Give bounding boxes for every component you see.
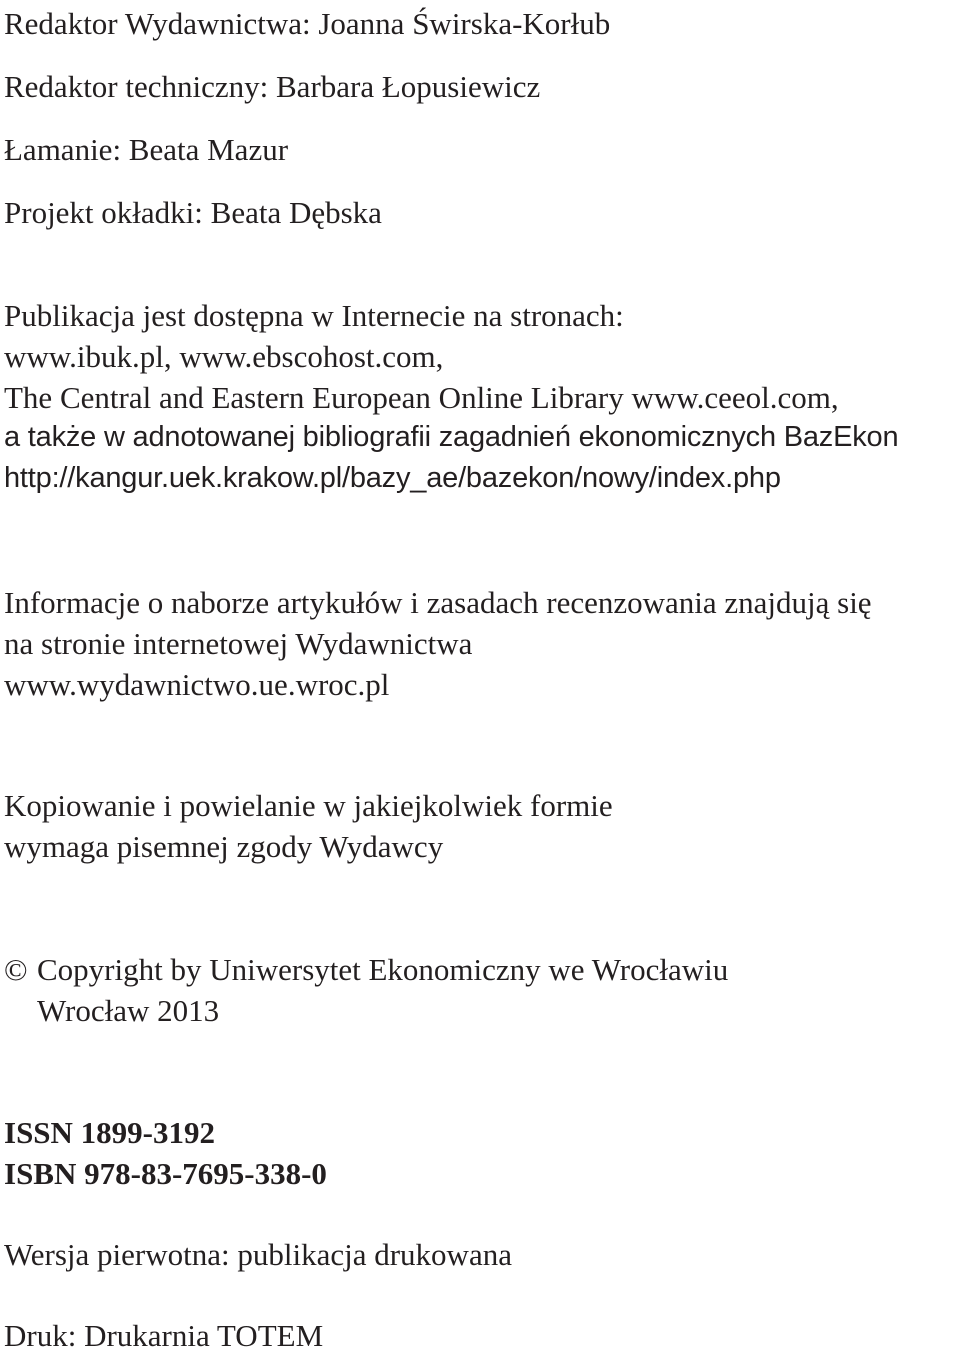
typesetting-credit: Łamanie: Beata Mazur: [4, 132, 289, 167]
availability-intro: Publikacja jest dostępna w Internecie na stronach:: [4, 298, 624, 333]
submissions-info: Informacje o naborze artykułów i zasadach recenzowania znajdują się: [4, 585, 872, 620]
printing-house: Druk: Drukarnia TOTEM: [4, 1318, 324, 1353]
bazekon-url: http://kangur.uek.krakow.pl/bazy_ae/bazekon/nowy/index.php: [4, 462, 781, 494]
submissions-website-note: na stronie internetowej Wydawnictwa: [4, 626, 473, 661]
availability-bazekon: a także w adnotowanej bibliografii zagadnień ekonomicznych BazEkon: [4, 421, 899, 453]
editor-credit: Redaktor Wydawnictwa: Joanna Świrska-Korłub: [4, 6, 611, 41]
place-and-year: Wrocław 2013: [37, 993, 220, 1028]
copyright-symbol: ©: [4, 952, 28, 987]
cover-design-credit: Projekt okładki: Beata Dębska: [4, 195, 382, 230]
copyright-line: [4, 954, 728, 985]
availability-sites: www.ibuk.pl, www.ebscohost.com,: [4, 339, 444, 374]
technical-editor-credit: Redaktor techniczny: Barbara Łopusiewicz: [4, 69, 541, 104]
availability-ceeol: The Central and Eastern European Online Library www.ceeol.com,: [4, 380, 839, 415]
copying-consent: wymaga pisemnej zgody Wydawcy: [4, 829, 444, 864]
copying-notice: Kopiowanie i powielanie w jakiejkolwiek formie: [4, 788, 613, 823]
copyright-holder: Copyright by Uniwersytet Ekonomiczny we Wrocławiu: [37, 952, 729, 987]
publisher-url: www.wydawnictwo.ue.wroc.pl: [4, 667, 390, 702]
issn: ISSN 1899-3192: [4, 1115, 216, 1150]
edition-note: Wersja pierwotna: publikacja drukowana: [4, 1237, 512, 1272]
isbn: ISBN 978-83-7695-338-0: [4, 1156, 327, 1191]
